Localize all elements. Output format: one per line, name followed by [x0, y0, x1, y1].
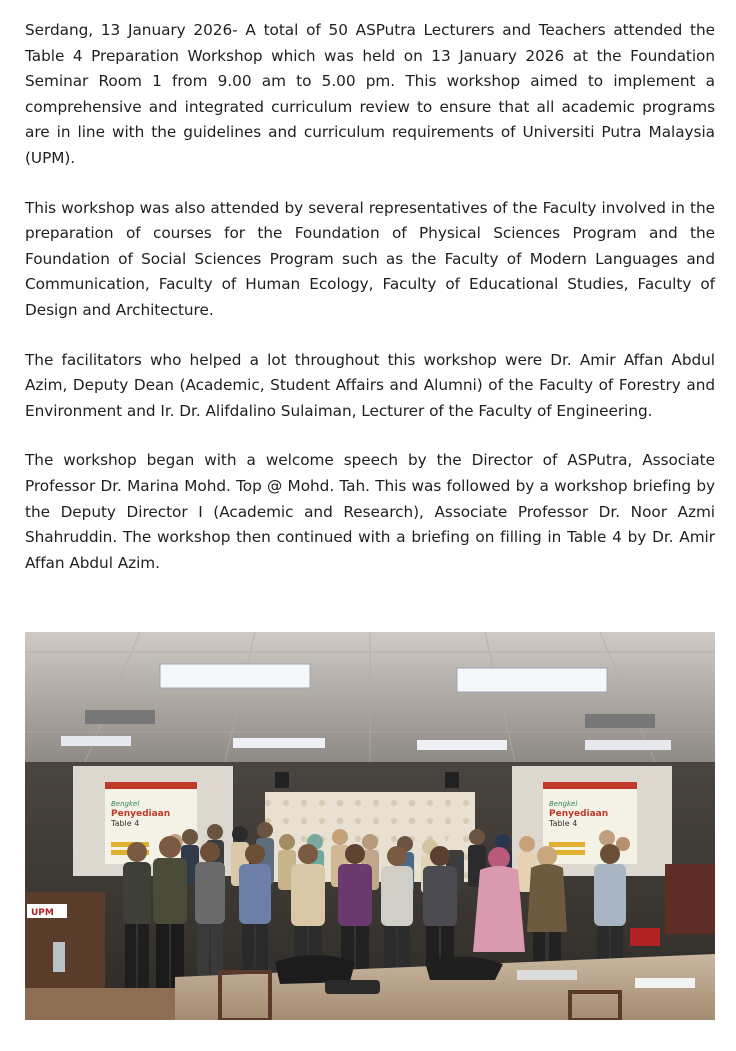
podium-logo-text: UPM [31, 908, 54, 918]
article-body [25, 18, 715, 600]
article-paragraph-4: The workshop began with a welcome speech by the Director of ASPutra, Associate Professor Dr. Marina Mohd. Top @ Mohd. Tah. This was followed by a workshop briefing by the Deputy Director I (Academic and Research), Associate Professor Dr. Noor Azmi Shahruddin. The workshop then continued with a briefing on filling in Table 4 by Dr. Amir Affan Abdul Azim. [25, 451, 715, 572]
workshop-group-photo [25, 632, 715, 1020]
article-paragraph-3: The facilitators who helped a lot throughout this workshop were Dr. Amir Affan Abdul Azim, Deputy Dean (Academic, Student Affairs and Alumni) of the Faculty of Forestry and Environment and Ir. Dr. Alifdalino Sulaiman, Lecturer of the Faculty of Engineering. [25, 350, 715, 420]
screen-left-line3: Table 4 [111, 819, 140, 828]
screen-right-line1: Bengkel [549, 800, 578, 808]
ceiling-light-right [457, 668, 607, 692]
podium [25, 892, 105, 992]
article-paragraph-2: This workshop was also attended by several representatives of the Faculty involved in the preparation of courses for the Foundation of Physical Sciences Program and the Foundation of Social Sciences Program such as the Faculty of Modern Languages and Communication, Faculty of Human Ecology, Faculty of Educational Studies, Faculty of Design and Architecture. [25, 198, 715, 319]
group-photo-illustration [25, 632, 715, 1020]
ceiling-light-left [160, 664, 310, 688]
screen-right-line2: Penyediaan [549, 809, 609, 819]
screen-left-line1: Bengkel [111, 800, 140, 808]
ceiling-light-mid-right [417, 740, 507, 750]
ceiling-light-mid-left [233, 738, 325, 748]
screen-right-line3: Table 4 [549, 819, 578, 828]
article-paragraph-1: Serdang, 13 January 2026- A total of 50 ASPutra Lecturers and Teachers attended the Table 4 Preparation Workshop which was held on 13 January 2026 at the Foundation Seminar Room 1 from 9.00 am to 5.00 pm. This workshop aimed to implement a comprehensive and integrated curriculum review to ensure that all academic programs are in line with the guidelines and curriculum requirements of Universiti Putra Malaysia (UPM). [25, 21, 715, 167]
screen-left-line2: Penyediaan [111, 809, 171, 819]
